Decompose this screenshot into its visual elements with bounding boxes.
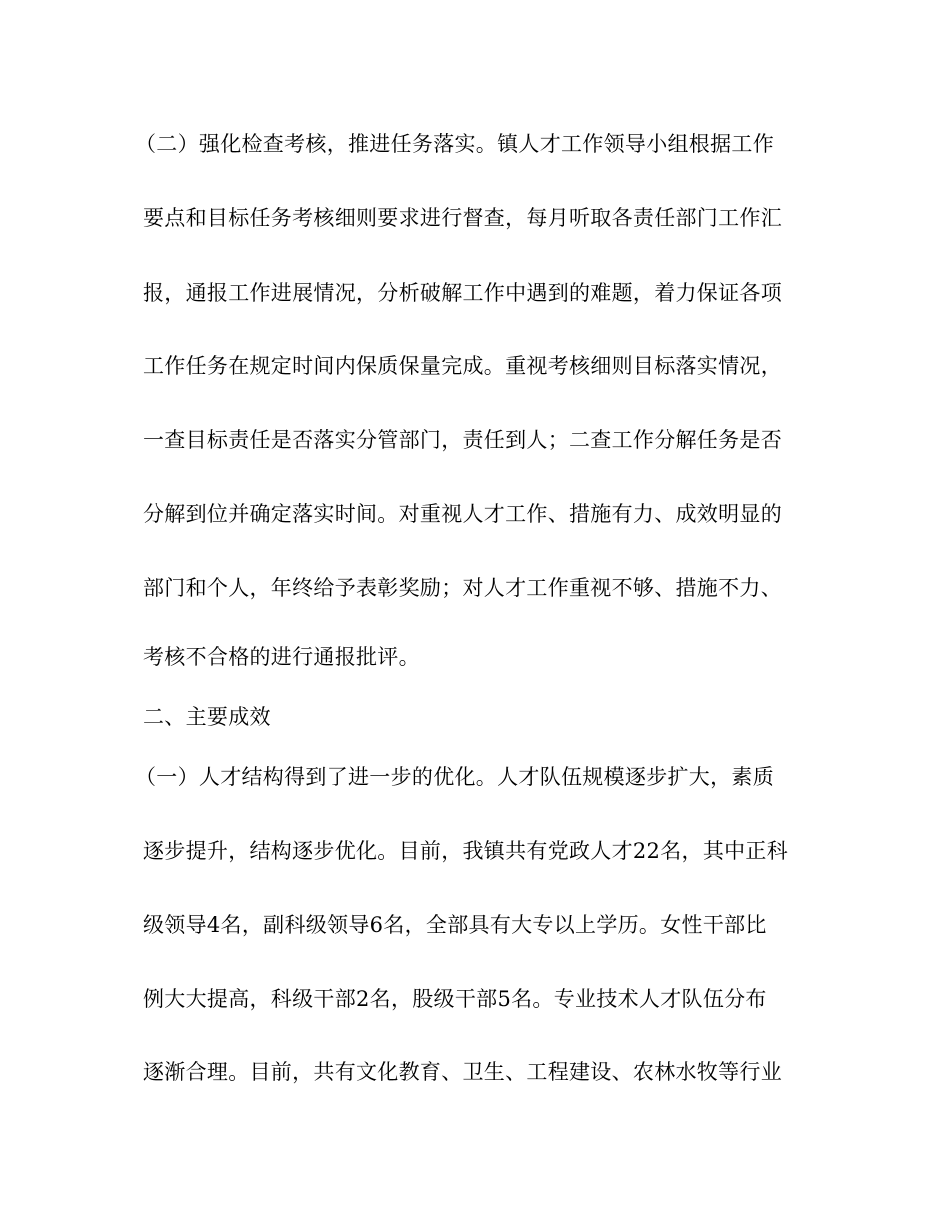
paragraph-line: （一）人才结构得到了进一步的优化。人才队伍规模逐步扩大，素质 (135, 765, 774, 789)
paragraph-line: 逐步提升，结构逐步优化。目前，我镇共有党政人才22名，其中正科 (143, 839, 789, 863)
paragraph-line: 级领导4名，副科级领导6名，全部具有大专以上学历。女性干部比 (143, 913, 767, 937)
paragraph-line: 逐渐合理。目前，共有文化教育、卫生、工程建设、农林水牧等行业 (143, 1060, 782, 1084)
paragraph-line: 报，通报工作进展情况，分析破解工作中遇到的难题，着力保证各项 (143, 281, 782, 305)
paragraph-line: 工作任务在规定时间内保质保量完成。重视考核细则目标落实情况， (143, 354, 782, 378)
paragraph-line: 分解到位并确定落实时间。对重视人才工作、措施有力、成效明显的 (143, 502, 782, 526)
section-heading: 二、主要成效 (143, 705, 271, 729)
paragraph-line: 考核不合格的进行通报批评。 (143, 645, 420, 669)
paragraph-line: （二）强化检查考核，推进任务落实。镇人才工作领导小组根据工作 (135, 132, 774, 156)
paragraph-line: 例大大提高，科级干部2名，股级干部5名。专业技术人才队伍分布 (143, 987, 767, 1011)
paragraph-line: 一查目标责任是否落实分管部门，责任到人；二查工作分解任务是否 (143, 428, 782, 452)
paragraph-line: 要点和目标任务考核细则要求进行督查，每月听取各责任部门工作汇 (143, 206, 782, 230)
paragraph-line: 部门和个人，年终给予表彰奖励；对人才工作重视不够、措施不力、 (143, 576, 782, 600)
